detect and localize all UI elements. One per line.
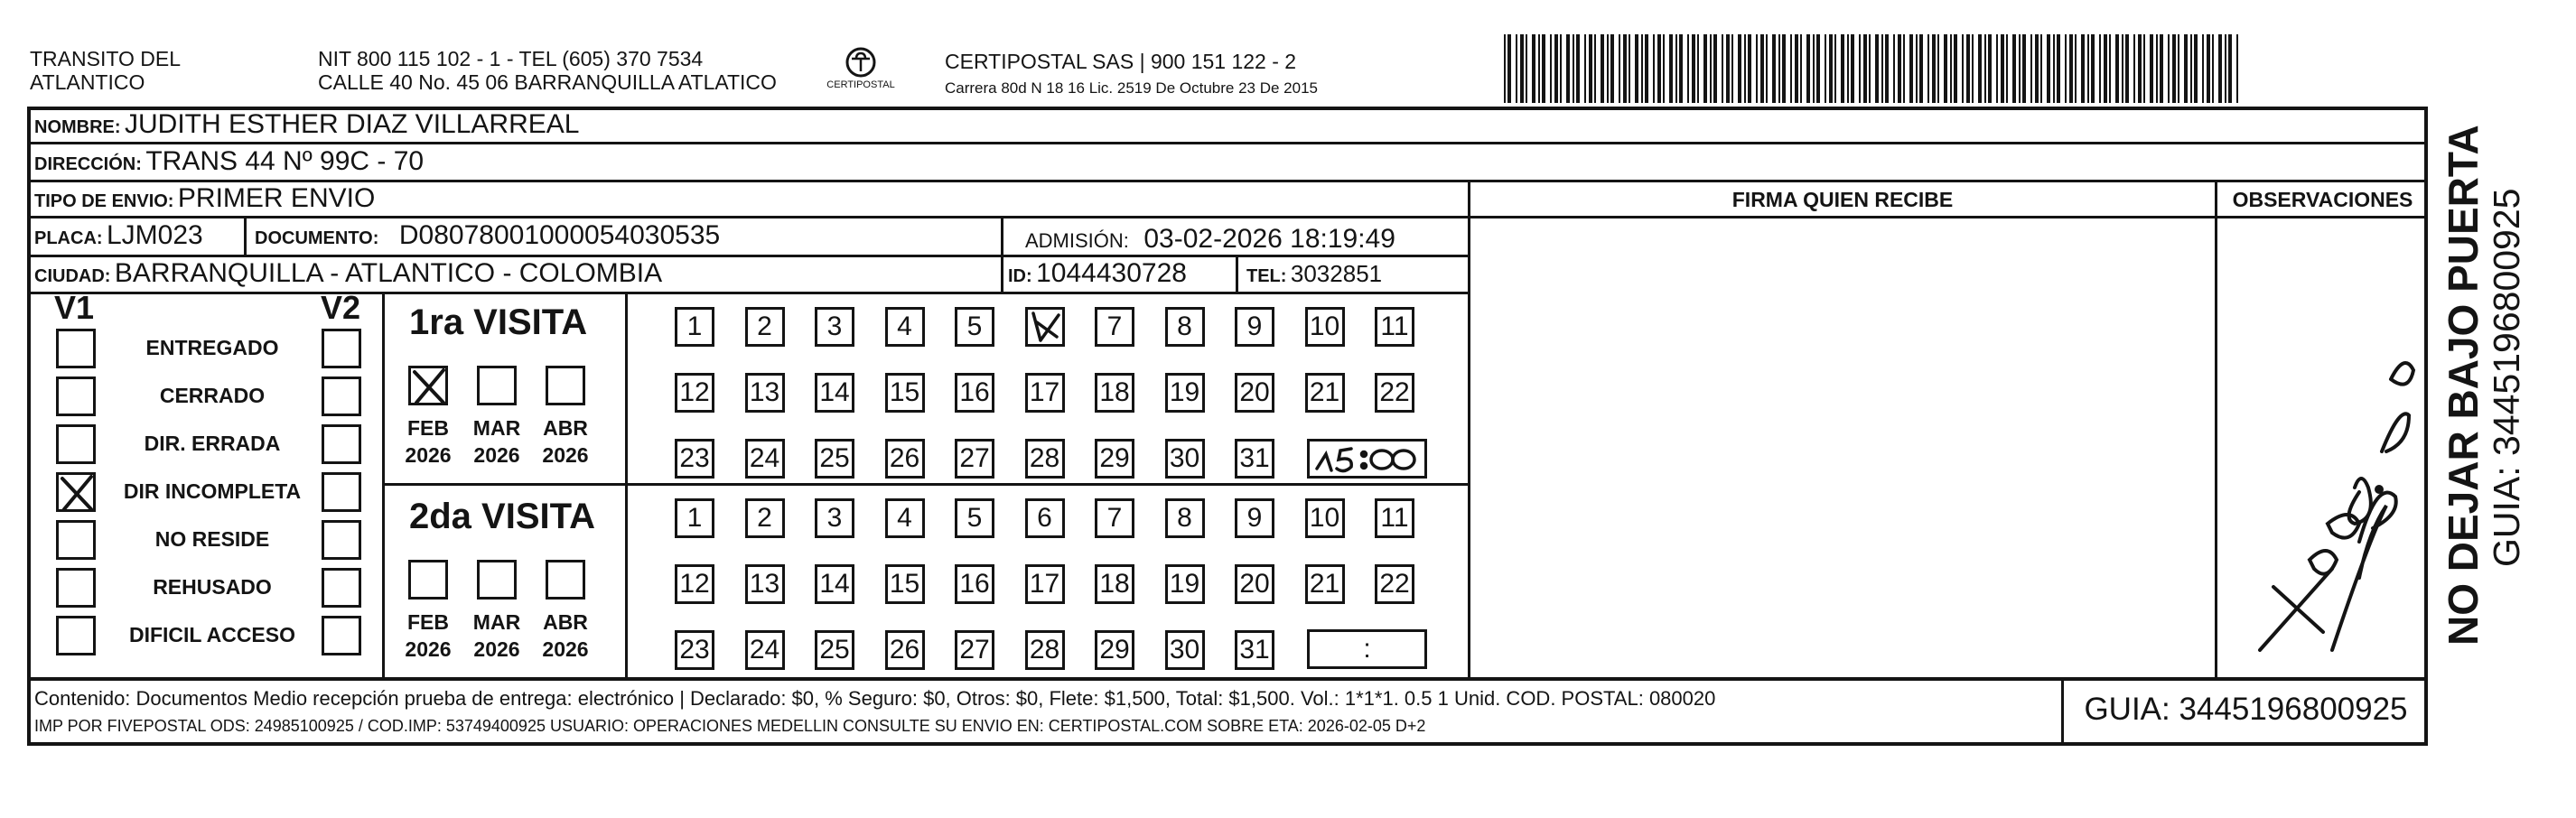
tipo-envio-row: [34, 181, 375, 221]
month-name: ABR: [543, 416, 588, 440]
first-visit-month-checkbox[interactable]: [546, 366, 585, 405]
nombre-row: [34, 107, 579, 147]
day-number: 4: [897, 311, 912, 341]
id-label: ID:: [1008, 266, 1032, 286]
courier-info: [945, 50, 1318, 100]
day-number: 28: [1029, 443, 1060, 473]
month-year: 2026: [405, 443, 452, 467]
day-22[interactable]: [1375, 564, 1414, 604]
day-number: 12: [679, 569, 710, 599]
day-2[interactable]: [745, 307, 785, 347]
tipo-envio-value: PRIMER ENVIO: [177, 183, 376, 213]
status-label: DIR INCOMPLETA: [123, 479, 302, 503]
day-number: 21: [1309, 569, 1340, 599]
day-21[interactable]: [1305, 373, 1345, 413]
day-number: 27: [959, 443, 990, 473]
handwritten-observation: [2224, 271, 2422, 668]
day-number: 18: [1099, 377, 1130, 407]
day-30[interactable]: [1165, 630, 1205, 670]
handwritten-time: [1310, 442, 1424, 476]
documento-value: D08078001000054030535: [398, 220, 721, 250]
day-26[interactable]: [885, 439, 925, 479]
day-number: 8: [1177, 311, 1192, 341]
admision-label: ADMISIÓN:: [1025, 229, 1129, 252]
day-number: 20: [1239, 377, 1270, 407]
day-16[interactable]: [955, 373, 994, 413]
day-number: 1: [686, 311, 703, 341]
day-12[interactable]: [675, 564, 714, 604]
courier-name: CERTIPOSTAL SAS | 900 151 122 - 2: [945, 50, 1297, 73]
day-number: 31: [1239, 443, 1270, 473]
placa-value: LJM023: [107, 220, 203, 250]
day-number: 22: [1379, 377, 1410, 407]
footer-contents: Contenido: Documentos Medio recepción prueba de entrega: electrónico | Declarado: $0, % Seguro: $0, Otros: $0, Flete: $1,500, Total: $1,500. Vol.: 1*1*1. 0.5 1 Unid. COD. POSTAL: 080020: [34, 687, 1716, 710]
day-2[interactable]: [745, 498, 785, 538]
time-separator: :: [1363, 634, 1371, 664]
day-11[interactable]: [1375, 307, 1414, 347]
day-25[interactable]: [815, 439, 854, 479]
day-10[interactable]: [1305, 307, 1345, 347]
day-number: 8: [1177, 503, 1192, 533]
day-number: 11: [1380, 503, 1409, 533]
v2-header: V2: [321, 289, 361, 326]
ciudad-label: CIUDAD:: [34, 266, 111, 286]
day-number: 5: [966, 311, 983, 341]
day-23[interactable]: [675, 630, 714, 670]
day-number: 31: [1239, 635, 1270, 665]
placa-field: [34, 218, 203, 258]
day-15[interactable]: [885, 373, 925, 413]
documento-label: DOCUMENTO:: [255, 228, 379, 248]
day-3[interactable]: [815, 498, 854, 538]
courier-address: Carrera 80d N 18 16 Lic. 2519 De Octubre 23 De 2015: [945, 79, 1318, 97]
day-number: 10: [1309, 503, 1340, 533]
month-year: 2026: [473, 637, 520, 661]
day-number: 16: [959, 377, 990, 407]
firma-label: FIRMA QUIEN RECIBE: [1731, 188, 1954, 211]
day-number: 2: [757, 311, 772, 341]
day-16[interactable]: [955, 564, 994, 604]
month-name: FEB: [407, 610, 449, 634]
day-number: 24: [749, 635, 780, 665]
day-number: 6: [1037, 503, 1052, 533]
day-19[interactable]: [1165, 373, 1205, 413]
day-number: 2: [757, 503, 772, 533]
day-9[interactable]: [1235, 498, 1274, 538]
day-number: 4: [897, 503, 912, 533]
day-number: 13: [749, 377, 780, 407]
tipo-envio-label: TIPO DE ENVIO:: [34, 191, 174, 211]
day-22[interactable]: [1375, 373, 1414, 413]
day-number: 9: [1246, 311, 1263, 341]
month-year: 2026: [473, 443, 520, 467]
issuer-info: [318, 47, 777, 94]
nombre-value: JUDITH ESTHER DIAZ VILLARREAL: [125, 109, 580, 139]
day-number: 22: [1379, 569, 1410, 599]
day-5[interactable]: [955, 498, 994, 538]
status-v2-checkbox[interactable]: [322, 424, 361, 464]
tel-label: TEL:: [1246, 266, 1287, 286]
day-number: 25: [819, 635, 850, 665]
month-year: 2026: [542, 443, 589, 467]
day-number: 14: [819, 569, 850, 599]
status-label: DIFICIL ACCESO: [128, 623, 295, 646]
placa-label: PLACA:: [34, 228, 103, 248]
id-field: [1008, 256, 1187, 296]
direccion-label: DIRECCIÓN:: [34, 154, 142, 174]
second-visit-month-checkbox[interactable]: [477, 560, 517, 600]
tel-field: [1246, 256, 1382, 296]
day-number: 29: [1099, 635, 1130, 665]
day-14[interactable]: [815, 564, 854, 604]
day-27[interactable]: [955, 439, 994, 479]
day-4[interactable]: [885, 498, 925, 538]
status-label: REHUSADO: [153, 575, 272, 599]
issuer-name-line2: ATLANTICO: [30, 70, 145, 94]
check-mark: [1028, 310, 1062, 344]
day-number: 12: [679, 377, 710, 407]
day-30[interactable]: [1165, 439, 1205, 479]
day-29[interactable]: [1095, 630, 1134, 670]
day-number: 10: [1309, 311, 1340, 341]
tel-value: 3032851: [1290, 260, 1383, 287]
second-visit-title: 2da VISITA: [409, 497, 595, 536]
day-number: 7: [1106, 503, 1123, 533]
documento-field: [255, 218, 720, 258]
day-7[interactable]: [1095, 307, 1134, 347]
day-18[interactable]: [1095, 373, 1134, 413]
day-number: 27: [959, 635, 990, 665]
day-18[interactable]: [1095, 564, 1134, 604]
day-7[interactable]: [1095, 498, 1134, 538]
second-visit-month-checkbox[interactable]: [546, 560, 585, 600]
first-visit-month-checkbox[interactable]: [408, 366, 448, 405]
day-number: 19: [1169, 569, 1200, 599]
month-name: MAR: [472, 416, 521, 440]
day-14[interactable]: [815, 373, 854, 413]
day-13[interactable]: [745, 564, 785, 604]
direccion-value: TRANS 44 Nº 99C - 70: [145, 146, 425, 176]
day-3[interactable]: [815, 307, 854, 347]
day-number: 7: [1106, 311, 1123, 341]
status-v2-checkbox[interactable]: [322, 472, 361, 512]
day-24[interactable]: [745, 439, 785, 479]
month-year: 2026: [405, 637, 452, 661]
check-x-mark: [411, 368, 447, 404]
status-v2-checkbox[interactable]: [322, 376, 361, 416]
day-19[interactable]: [1165, 564, 1205, 604]
day-number: 3: [826, 503, 843, 533]
day-31[interactable]: [1235, 630, 1274, 670]
day-10[interactable]: [1305, 498, 1345, 538]
day-5[interactable]: [955, 307, 994, 347]
status-v2-checkbox[interactable]: [322, 329, 361, 368]
day-1[interactable]: [675, 307, 714, 347]
issuer-name: [30, 47, 181, 94]
tracking-barcode: [1504, 34, 2245, 103]
issuer-address: CALLE 40 No. 45 06 BARRANQUILLA ATLATICO: [318, 70, 777, 94]
day-28[interactable]: [1025, 630, 1065, 670]
footer-guia: GUIA: 3445196800925: [2084, 692, 2408, 727]
day-20[interactable]: [1235, 373, 1274, 413]
footer-print-info: IMP POR FIVEPOSTAL ODS: 24985100925 / COD.IMP: 53749400925 USUARIO: OPERACIONES MEDELLIN CONSULTE SU ENVIO EN: CERTIPOSTAL.COM SOBRE ETA: 2026-02-05 D+2: [34, 717, 1426, 735]
day-6[interactable]: [1025, 307, 1065, 347]
day-24[interactable]: [745, 630, 785, 670]
status-label: CERRADO: [159, 384, 266, 407]
day-number: 13: [749, 569, 780, 599]
day-8[interactable]: [1165, 307, 1205, 347]
first-visit-month-checkbox[interactable]: [477, 366, 517, 405]
day-number: 26: [889, 635, 920, 665]
day-25[interactable]: [815, 630, 854, 670]
day-number: 14: [819, 377, 850, 407]
admision-value: 03-02-2026 18:19:49: [1143, 224, 1395, 254]
day-number: 23: [679, 635, 710, 665]
day-21[interactable]: [1305, 564, 1345, 604]
day-number: 3: [826, 311, 843, 341]
day-number: 9: [1246, 503, 1263, 533]
day-number: 28: [1029, 635, 1060, 665]
side-guia: GUIA: 3445196800925: [2486, 188, 2527, 567]
day-number: 24: [749, 443, 780, 473]
month-name: MAR: [472, 610, 521, 634]
day-number: 18: [1099, 569, 1130, 599]
day-20[interactable]: [1235, 564, 1274, 604]
second-visit-time-box[interactable]: [1307, 629, 1427, 669]
signature-area[interactable]: [1481, 221, 2204, 668]
day-13[interactable]: [745, 373, 785, 413]
day-27[interactable]: [955, 630, 994, 670]
certipostal-logo: [820, 43, 901, 99]
day-number: 16: [959, 569, 990, 599]
day-28[interactable]: [1025, 439, 1065, 479]
day-6[interactable]: [1025, 498, 1065, 538]
day-number: 15: [889, 377, 920, 407]
day-number: 17: [1029, 569, 1060, 599]
issuer-nit: NIT 800 115 102 - 1 - TEL (605) 370 7534: [318, 47, 704, 70]
day-number: 30: [1169, 443, 1200, 473]
status-label: NO RESIDE: [154, 527, 270, 551]
day-31[interactable]: [1235, 439, 1274, 479]
month-name: FEB: [407, 416, 449, 440]
direccion-row: [34, 144, 424, 184]
status-label: DIR. ERRADA: [144, 432, 281, 455]
ciudad-value: BARRANQUILLA - ATLANTICO - COLOMBIA: [114, 258, 663, 288]
day-number: 1: [686, 503, 703, 533]
month-year: 2026: [542, 637, 589, 661]
day-23[interactable]: [675, 439, 714, 479]
side-warning: NO DEJAR BAJO PUERTA: [2440, 125, 2487, 646]
day-number: 25: [819, 443, 850, 473]
day-number: 23: [679, 443, 710, 473]
month-name: ABR: [543, 610, 588, 634]
nombre-label: NOMBRE:: [34, 117, 121, 137]
status-v2-checkbox[interactable]: [322, 520, 361, 560]
observaciones-label: OBSERVACIONES: [2232, 188, 2413, 211]
day-26[interactable]: [885, 630, 925, 670]
day-29[interactable]: [1095, 439, 1134, 479]
day-15[interactable]: [885, 564, 925, 604]
day-number: 5: [966, 503, 983, 533]
issuer-name-line1: TRANSITO DEL: [30, 47, 181, 70]
day-number: 20: [1239, 569, 1270, 599]
day-number: 30: [1169, 635, 1200, 665]
day-1[interactable]: [675, 498, 714, 538]
id-value: 1044430728: [1036, 258, 1187, 288]
day-12[interactable]: [675, 373, 714, 413]
day-number: 21: [1309, 377, 1340, 407]
day-11[interactable]: [1375, 498, 1414, 538]
first-visit-time-box[interactable]: [1307, 439, 1427, 479]
v1-header: V1: [54, 289, 95, 326]
logo-text: CERTIPOSTAL: [826, 79, 895, 90]
day-17[interactable]: [1025, 564, 1065, 604]
second-visit-month-checkbox[interactable]: [408, 560, 448, 600]
day-number: 26: [889, 443, 920, 473]
status-label: ENTREGADO: [145, 336, 279, 359]
day-number: 15: [889, 569, 920, 599]
day-4[interactable]: [885, 307, 925, 347]
status-v2-checkbox[interactable]: [322, 616, 361, 655]
day-number: 29: [1099, 443, 1130, 473]
first-visit-title: 1ra VISITA: [409, 302, 588, 342]
day-9[interactable]: [1235, 307, 1274, 347]
status-v2-checkbox[interactable]: [322, 568, 361, 608]
day-number: 11: [1380, 311, 1409, 341]
barcode-bars: [1504, 34, 2245, 103]
day-number: 19: [1169, 377, 1200, 407]
day-8[interactable]: [1165, 498, 1205, 538]
day-17[interactable]: [1025, 373, 1065, 413]
day-number: 17: [1029, 377, 1060, 407]
